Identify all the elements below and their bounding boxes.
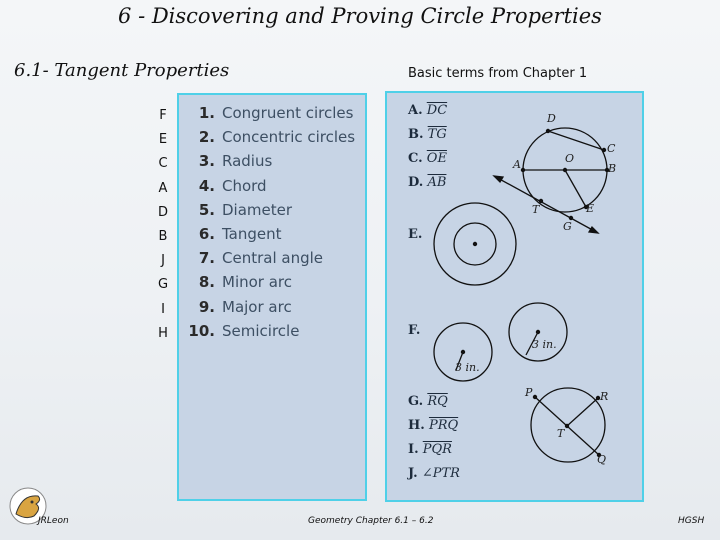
footer-course: Geometry Chapter 6.1 – 6.2 bbox=[308, 516, 434, 526]
term-label: Concentric circles bbox=[222, 128, 356, 147]
label-o: O bbox=[565, 152, 575, 165]
label-a: A bbox=[513, 158, 521, 171]
label-c: C bbox=[607, 142, 616, 155]
choice-g: G. $\overline{RQ}$ bbox=[408, 394, 448, 409]
section-subtitle: 6.1- Tangent Properties bbox=[14, 60, 230, 81]
answer-2: E bbox=[158, 132, 168, 148]
term-row: 4. Chord bbox=[185, 174, 355, 198]
term-row: 9. Major arc bbox=[185, 295, 355, 319]
point-tc bbox=[565, 424, 569, 428]
term-row: 8. Minor arc bbox=[185, 270, 355, 294]
congruent-center-2 bbox=[461, 350, 465, 354]
label-b: B bbox=[608, 162, 617, 175]
term-label: Diameter bbox=[222, 200, 293, 219]
figure-circle-tangent bbox=[494, 128, 607, 233]
label-d: D bbox=[547, 112, 556, 125]
tangent-line bbox=[494, 176, 598, 233]
term-label: Minor arc bbox=[222, 273, 293, 292]
point-a bbox=[521, 168, 525, 172]
point-o bbox=[563, 168, 567, 172]
page-title: 6 - Discovering and Proving Circle Properties bbox=[118, 4, 602, 28]
term-row: 3. Radius bbox=[185, 149, 355, 173]
choice-f: F. bbox=[408, 323, 421, 338]
point-d bbox=[546, 129, 550, 133]
label-g: G bbox=[563, 220, 572, 233]
term-label: Congruent circles bbox=[222, 104, 354, 122]
term-label: Major arc bbox=[222, 297, 292, 316]
tangent-arrow-left bbox=[494, 176, 503, 182]
radius-tr bbox=[567, 398, 598, 426]
choice-e: E. bbox=[408, 227, 423, 242]
choice-c: C. $\overline{OE}$ bbox=[408, 151, 447, 166]
point-c bbox=[602, 148, 606, 152]
label-three-in-1: 3 in. bbox=[532, 338, 557, 351]
label-p: P bbox=[525, 386, 533, 399]
congruent-center-1 bbox=[536, 330, 540, 334]
label-e: E bbox=[586, 202, 595, 215]
label-t: T bbox=[532, 203, 540, 216]
answer-10: H bbox=[158, 325, 168, 341]
footer-author: JRLeon bbox=[38, 516, 69, 526]
term-label: Tangent bbox=[222, 224, 282, 243]
term-row: 5. Diameter bbox=[185, 198, 355, 222]
answer-9: I bbox=[161, 301, 165, 317]
answer-8: G bbox=[157, 277, 169, 293]
label-r: R bbox=[600, 390, 609, 403]
answer-1: F bbox=[159, 108, 167, 123]
answer-3: C bbox=[158, 156, 168, 172]
tangent-arrow-right bbox=[589, 227, 598, 233]
choice-j: J. ∠PTR bbox=[408, 466, 460, 481]
term-label: Central angle bbox=[222, 249, 324, 268]
choice-h: H. $\overline{PRQ}$ bbox=[408, 418, 459, 433]
label-tc: T bbox=[557, 427, 565, 440]
term-row: 10. Semicircle bbox=[185, 319, 355, 343]
answer-5: D bbox=[157, 204, 168, 220]
label-q: Q bbox=[597, 453, 607, 466]
concentric-center bbox=[473, 242, 477, 246]
term-label: Semicircle bbox=[222, 321, 300, 340]
footer-school: HGSH bbox=[678, 516, 705, 526]
label-three-in-2: 3 in. bbox=[455, 361, 480, 374]
point-p bbox=[533, 395, 537, 399]
term-row: 2. Concentric circles bbox=[185, 125, 355, 149]
answer-7: J bbox=[161, 253, 165, 269]
choice-i: I. $\overline{PQR}$ bbox=[408, 442, 452, 457]
choice-b: B. $\overline{TG}$ bbox=[408, 127, 447, 142]
term-row: 6. Tangent bbox=[185, 222, 355, 246]
choice-a: A. $\overline{DC}$ bbox=[408, 103, 448, 118]
answer-6: B bbox=[158, 228, 168, 244]
term-label: Radius bbox=[222, 152, 273, 171]
term-label: Chord bbox=[222, 176, 267, 195]
radius-oe bbox=[565, 170, 586, 207]
point-t bbox=[539, 199, 543, 203]
term-row: 1. Congruent circles bbox=[185, 101, 355, 125]
answer-4: A bbox=[158, 180, 168, 196]
choice-d: D. $\overline{AB}$ bbox=[408, 175, 447, 190]
term-row: 7. Central angle bbox=[185, 246, 355, 270]
basic-terms-heading: Basic terms from Chapter 1 bbox=[408, 66, 588, 81]
